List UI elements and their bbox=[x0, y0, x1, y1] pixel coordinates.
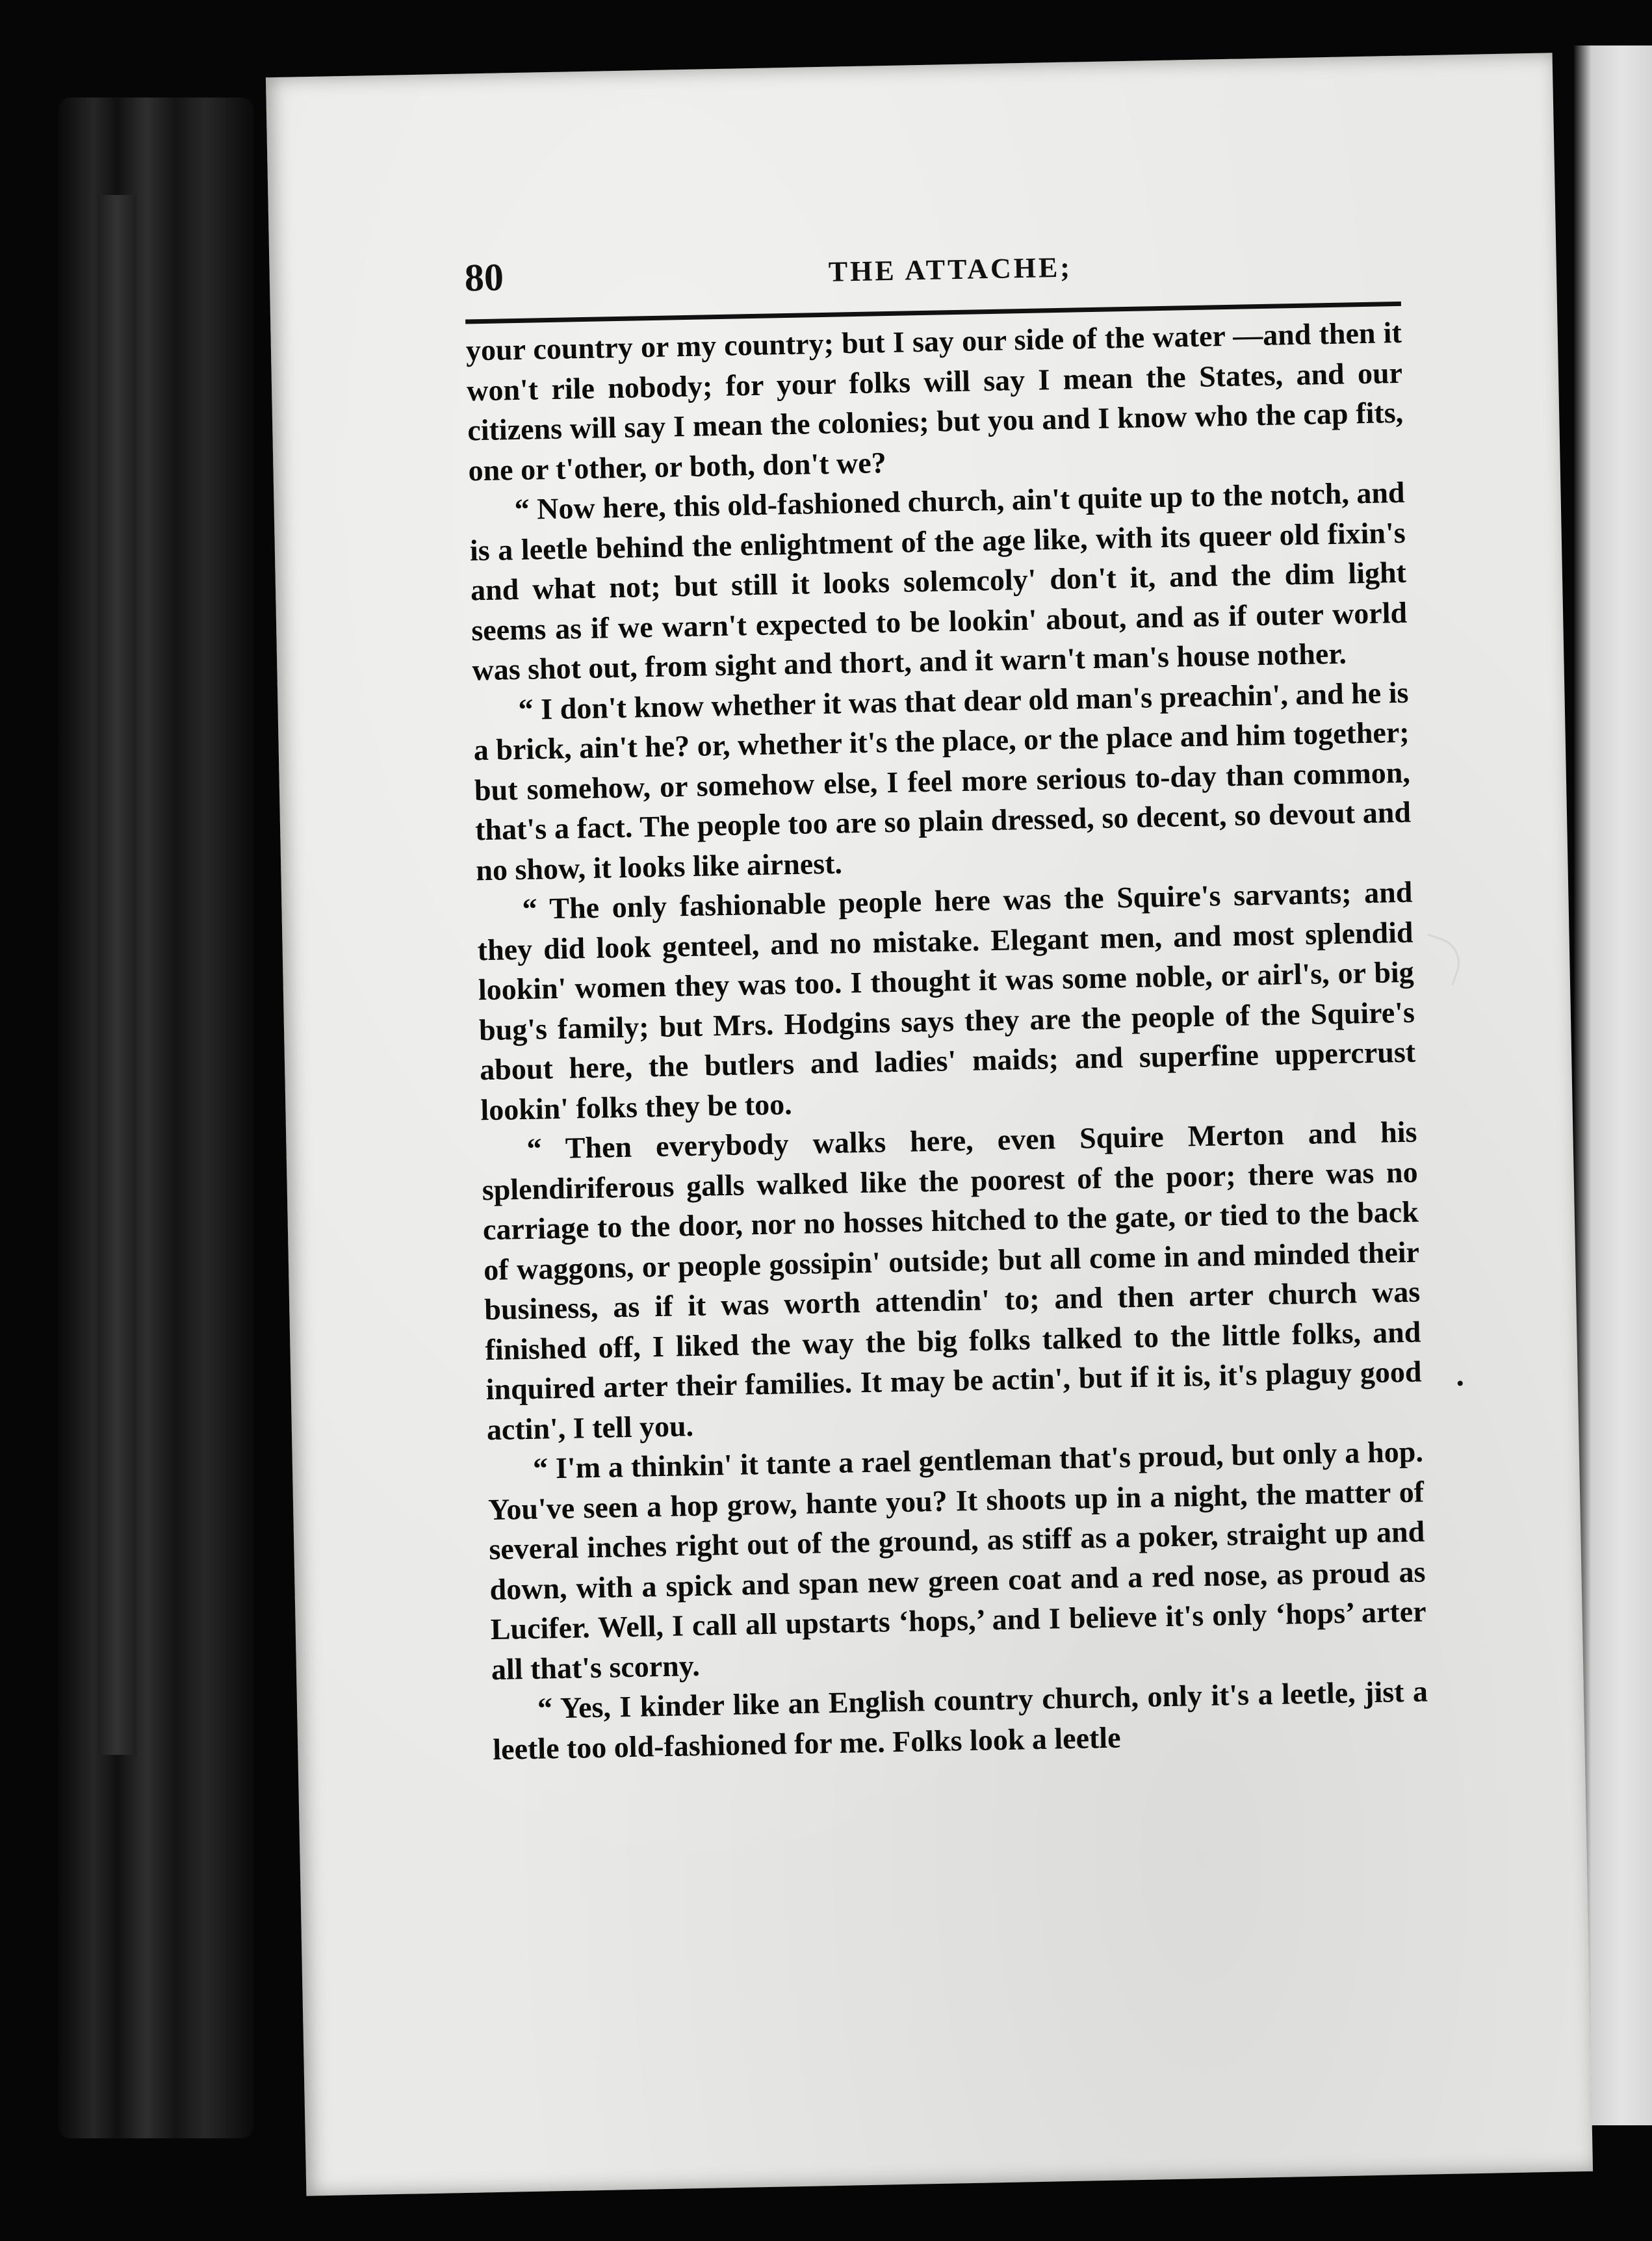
page-body bbox=[465, 313, 1428, 1769]
book-page bbox=[266, 53, 1593, 2196]
page-header bbox=[464, 238, 1400, 308]
paragraph: “ Then everybody walks here, even Squire Merton and his splendiriferous galls walked like the poorest of the poor; there was no carriage to the door, nor no hosses hitched to the gate, or tied to the back of waggons, or people gossipin' outside; but all come in and minded their business, as if it was worth attendin' to; and then arter church was finished off, I liked the way the big folks talked to the little folks, and inquired arter their families. It may be actin', but if it is, it's plaguy good actin', I tell you. bbox=[482, 1115, 1422, 1446]
paragraph: “ I'm a thinkin' it tante a rael gentleman that's proud, but only a hop. You've seen a hop grow, hante you? It shoots up in a night, the matter of several inches right out of the ground, as stiff as a poker, straight up and down, with a spick and span new green coat and a red nose, as proud as Lucifer. Well, I call all upstarts ‘hops,’ and I believe it's only ‘hops’ arter all that's scorny. bbox=[487, 1434, 1427, 1686]
paragraph: your country or my country; but I say our side of the water —and then it won't rile nobody; for your folks will say I mean the States, and our citizens will say I mean the colonies; but you and I know who the cap fits, one or t'other, or both, don't we? bbox=[465, 315, 1404, 487]
paragraph: “ The only fashionable people here was the Squire's sarvants; and they did look genteel, and no mistake. Elegant men, and most splendid lookin' women they was too. I thought it was some noble, or airl's, or big bug's family; but Mrs. Hodgins says they are the people of the Squire's about here, the butlers and ladies' maids; and superfine uppercrust lookin' folks they be too. bbox=[477, 875, 1416, 1126]
running-title: THE ATTACHE; bbox=[828, 251, 1073, 288]
ink-speck bbox=[1458, 1380, 1463, 1386]
paragraph: “ Now here, this old-fashioned church, ain't quite up to the notch, and is a leetle behind the enlightment of the age like, with its queer old fixin's and what not; but still it looks solemcoly' don't it, and the dim light seems as if we warn't expected to be lookin' about, and as if outer world was shot out, from sight and thort, and it warn't man's house nother. bbox=[469, 475, 1408, 687]
paragraph: “ Yes, I kinder like an English country church, only it's a leetle, jist a leetle too old-fashioned for me. Folks look a leetle bbox=[492, 1674, 1428, 1766]
page-number: 80 bbox=[464, 255, 504, 300]
book-spine bbox=[58, 97, 253, 2138]
paragraph: “ I don't know whether it was that dear old man's preachin', and he is a brick, ain't he? or, whether it's the place, or the place and him together; but somehow, or somehow else, I feel more serious to-day than common, that's a fact. The people too are so plain dressed, so decent, so devout and no show, it looks like airnest. bbox=[473, 675, 1412, 887]
page-edges bbox=[97, 195, 136, 1755]
pencil-mark bbox=[1415, 933, 1467, 985]
